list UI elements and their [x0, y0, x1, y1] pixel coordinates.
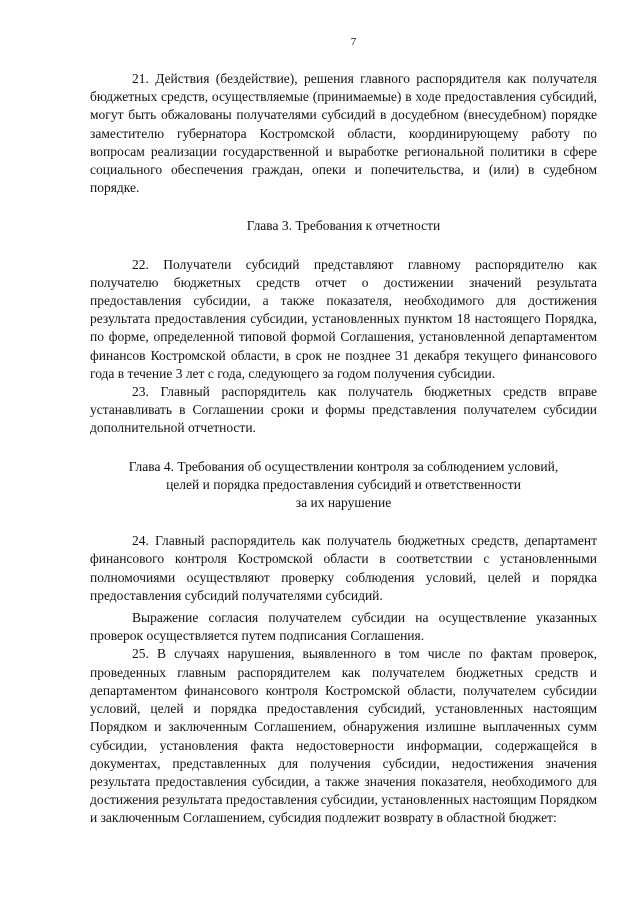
page-number: 7 [350, 36, 357, 48]
paragraph-24: 24. Главный распорядитель как получатель бюджетных средств, департамент финансового контроля Костромской области в соответствии с установленными полномочиями осуществляют проверку соблюдения условий, целей и порядка предоставления субсидий получателями субсидий. [90, 533, 597, 603]
chapter-3-heading: Глава 3. Требования к отчетности [246, 218, 441, 234]
paragraph-24-consent: Выражение согласия получателем субсидии на осуществление указанных проверок осуществляется путем подписания Соглашения. [90, 610, 597, 644]
chapter-4-heading [90, 458, 597, 513]
paragraph-21: 21. Действия (бездействие), решения главного распорядителя как получателя бюджетных средств, осуществляемые (принимаемые) в ходе предоставления субсидий, могут быть обжалованы получателями субсидий в досудебном (внесудебном) порядке заместителю губернатора Костромской области, координирующему работу по вопросам реализации государственной и выработке региональной политики в сфере социального обеспечения граждан, опеки и попечительства, и (или) в судебном порядке. [90, 71, 597, 196]
paragraph-25: 25. В случаях нарушения, выявленного в том числе по фактам проверок, проведенных главным распорядителем как получателем бюджетных средств и департаментом финансового контроля Костромской области, получателем субсидии условий, целей и порядка предоставления субсидий, установленных настоящим Порядком и заключенным Соглашением, обнаружения излишне выплаченных сумм субсидии, установления факта недостоверности информации, содержащейся в документах, представленных для получения субсидии, недостижения значения результата предоставления субсидии, а также значения показателя, необходимого для достижения результата предоставления субсидии, установленных настоящим Порядком и заключенным Соглашением, субсидия подлежит возврату в областной бюджет: [90, 646, 597, 826]
chapter-4-heading-line-1: Глава 4. Требования об осуществлении контроля за соблюдением условий, [128, 458, 559, 474]
chapter-4-heading-line-3: за их нарушение [295, 495, 392, 511]
chapter-4-heading-line-2: целей и порядка предоставления субсидий и ответственности [166, 476, 521, 492]
paragraph-22: 22. Получатели субсидий представляют главному распорядителю как получателю бюджетных средств отчет о достижении значений результата предоставления субсидии, а также показателя, необходимого для достижения результата предоставления субсидии, установленных пунктом 18 настоящего Порядка, по форме, определенной типовой формой Соглашения, установленной департаментом финансов Костромской области, в срок не позднее 31 декабря текущего финансового года в течение 3 лет с года, следующего за годом получения субсидии. [90, 256, 597, 381]
paragraph-23: 23. Главный распорядитель как получатель бюджетных средств вправе устанавливать в Соглашении сроки и формы представления получателем субсидии дополнительной отчетности. [90, 384, 597, 436]
